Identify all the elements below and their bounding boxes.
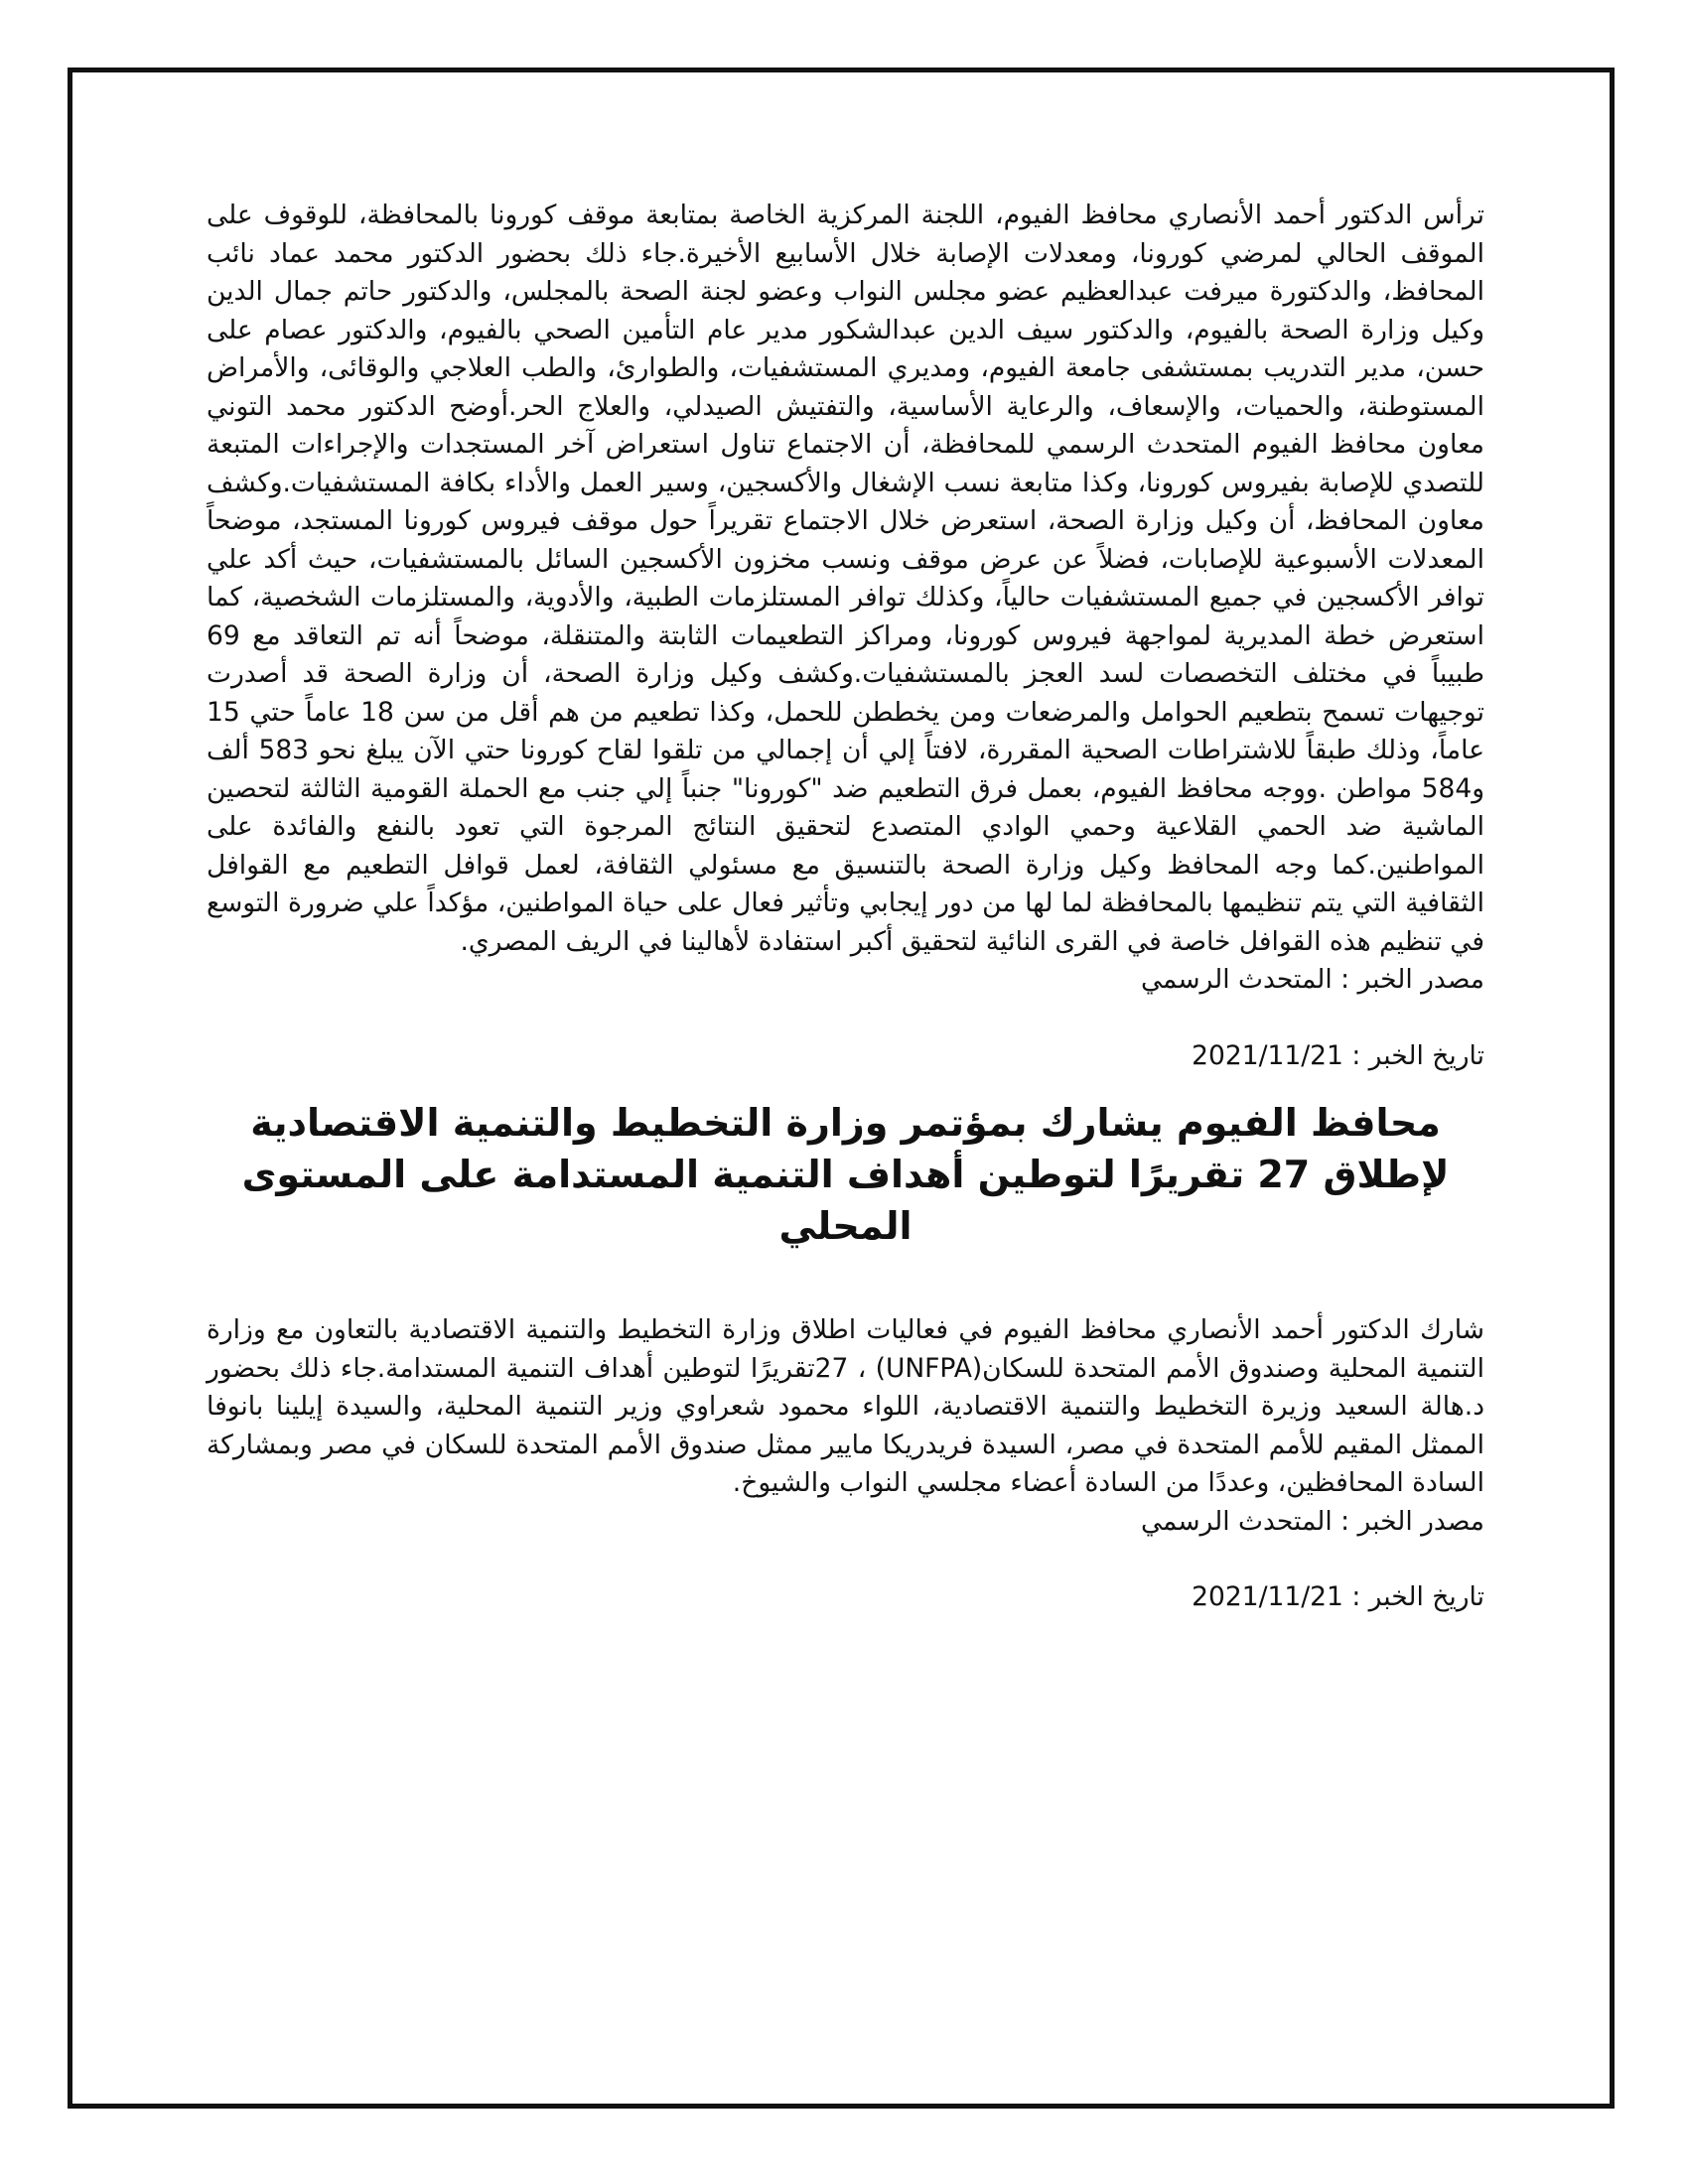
article-2-date: تاريخ الخبر : 2021/11/21 (1192, 1581, 1484, 1612)
article-1-body: ترأس الدكتور أحمد الأنصاري محافظ الفيوم، اللجنة المركزية الخاصة بمتابعة موقف كورونا بالمحافظة، للوقوف على الموقف الحالي لمرضي كورونا، ومعدلات الإصابة خلال الأسابيع الأخيرة.جاء ذلك بحضور الدكتور محمد عماد نائب المحافظ، والدكتورة ميرفت عبدالعظيم عضو مجلس النواب وعضو لجنة الصحة بالمجلس، والدكتور حاتم جمال الدين وكيل وزارة الصحة بالفيوم، والدكتور سيف الدين عبدالشكور مدير عام التأمين الصحي بالفيوم، والدكتور عصام على حسن، مدير التدريب بمستشفى جامعة الفيوم، ومديري المستشفيات، والطوارئ، والطب العلاجي والوقائى، والأمراض المستوطنة، والحميات، والإسعاف، والرعاية الأساسية، والتفتيش الصيدلي، والعلاج الحر.أوضح الدكتور محمد التوني معاون محافظ الفيوم المتحدث الرسمي للمحافظة، أن الاجتماع تناول استعراض آخر المستجدات والإجراءات المتبعة للتصدي للإصابة بفيروس كورونا، وكذا متابعة نسب الإشغال والأكسجين، وسير العمل والأداء بكافة المستشفيات.وكشف معاون المحافظ، أن وكيل وزارة الصحة، استعرض خلال الاجتماع تقريراً حول موقف فيروس كورونا المستجد، موضحاً المعدلات الأسبوعية للإصابات، فضلاً عن عرض موقف ونسب مخزون الأكسجين السائل بالمستشفيات، حيث أكد علي توافر الأكسجين في جميع المستشفيات حالياً، وكذلك توافر المستلزمات الطبية، والأدوية، والمستلزمات الشخصية، كما استعرض خطة المديرية لمواجهة فيروس كورونا، ومراكز التطعيمات الثابتة والمتنقلة، موضحاً أنه تم التعاقد مع 69 طبيباً في مختلف التخصصات لسد العجز بالمستشفيات.وكشف وكيل وزارة الصحة، أن وزارة الصحة قد أصدرت توجيهات تسمح بتطعيم الحوامل والمرضعات ومن يخططن للحمل، وكذا تطعيم من هم أقل من سن 18 عاماً حتي 15 عاماً، وذلك طبقاً للاشتراطات الصحية المقررة، لافتاً إلي أن إجمالي من تلقوا لقاح كورونا حتي الآن يبلغ نحو 583 ألف و584 مواطن .ووجه محافظ الفيوم، بعمل فرق التطعيم ضد "كورونا" جنباً إلي جنب مع الحملة القومية الثالثة لتحصين الماشية ضد الحمي القلاعية وحمي الوادي المتصدع لتحقيق النتائج المرجوة التي تعود بالنفع والفائدة على المواطنين.كما وجه المحافظ وكيل وزارة الصحة بالتنسيق مع مسئولي الثقافة، لعمل قوافل التطعيم مع القوافل الثقافية التي يتم تنظيمها بالمحافظة لما لها من دور إيجابي وتأثير فعال على حياة المواطنين، مؤكداً علي ضرورة التوسع في تنظيم هذه القوافل خاصة في القرى النائية لتحقيق أكبر استفادة لأهالينا في الريف المصري. (207, 200, 1484, 957)
article-2-headline: محافظ الفيوم يشارك بمؤتمر وزارة التخطيط والتنمية الاقتصادية لإطلاق 27 تقريرًا لتوطين أهداف التنمية المستدامة على المستوى المحلي (241, 1101, 1450, 1248)
document-content (207, 197, 1484, 1617)
article-1-source: مصدر الخبر : المتحدث الرسمي (1140, 964, 1484, 995)
article-1-date: تاريخ الخبر : 2021/11/21 (1192, 1039, 1484, 1071)
article-2-source: مصدر الخبر : المتحدث الرسمي (1140, 1505, 1484, 1537)
article-2-body: شارك الدكتور أحمد الأنصاري محافظ الفيوم في فعاليات اطلاق وزارة التخطيط والتنمية الاقتصادية بالتعاون مع وزارة التنمية المحلية وصندوق الأمم المتحدة للسكان(UNFPA) ، 27تقريرًا لتوطين أهداف التنمية المستدامة.جاء ذلك بحضور د.هالة السعيد وزيرة التخطيط والتنمية الاقتصادية، اللواء محمود شعراوي وزير التنمية المحلية، والسيدة إيلينا بانوفا الممثل المقيم للأمم المتحدة في مصر، السيدة فريدريكا مايير ممثل صندوق الأمم المتحدة للسكان في مصر وبمشاركة السادة المحافظين، وعددًا من السادة أعضاء مجلسي النواب والشيوخ. (207, 1314, 1484, 1498)
